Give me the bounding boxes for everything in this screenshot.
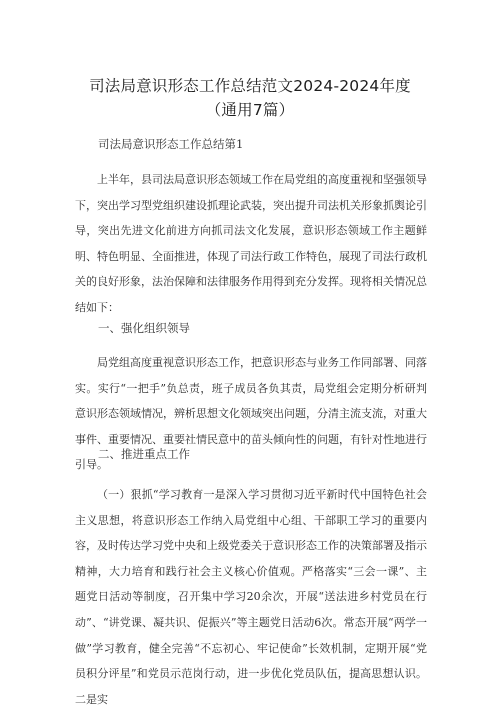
- paragraph-organization: 局党组高度重视意识形态工作，把意识形态与业务工作同部署、同落实。实行“一把手”负总责，班子成员各负其责，局党组会定期分析研判意识形态领域情况，辨析思想文化领域突出问题，分清主流支流，对重大事件、重要情况、重要社情民意中的苗头倾向性的问题，有针对性地进行引导。: [75, 356, 427, 472]
- paragraph-intro: 上半年，县司法局意识形态领域工作在局党组的高度重视和坚强领导下，突出学习型党组织建设抓理论武装，突出提升司法机关形象抓舆论引导，突出先进文化前进方向抓司法文化发展，意识形态领域工作主题鲜明、特色明显、全面推进，体现了司法行政工作特色，展现了司法行政机关的良好形象，法治保障和法律服务作用得到充分发挥。现将相关情况总结如下：: [75, 173, 427, 314]
- paragraph-key-work: （一）狠抓“学习教育一是深入学习贯彻习近平新时代中国特色社会主义思想，将意识形态工作纳入局党组中心组、干部职工学习的重要内容，及时传达学习党中央和上级党委关于意识形态工作的决策部署及指示精神，大力培育和践行社会主义核心价值观。严格落实“三会一课”、主题党日活动等制度，召开集中学习20余次，开展“送法进乡村党员在行动”、“讲党课、凝共识、促振兴”等主题党日活动6次。常态开展“两学一做”学习教育，健全完善“不忘初心、牢记使命”长效机制，定期开展“党员积分评星”和党员示范岗行动，进一步优化党员队伍，提高思想认识。二是实: [75, 488, 427, 706]
- section-heading-key-work: 二、推进重点工作: [98, 447, 190, 461]
- document-title: 司法局意识形态工作总结范文2024-2024年度（通用7篇）: [89, 77, 411, 119]
- section-subtitle: 司法局意识形态工作总结第1: [98, 137, 244, 151]
- section-heading-organization: 一、强化组织领导: [98, 321, 190, 335]
